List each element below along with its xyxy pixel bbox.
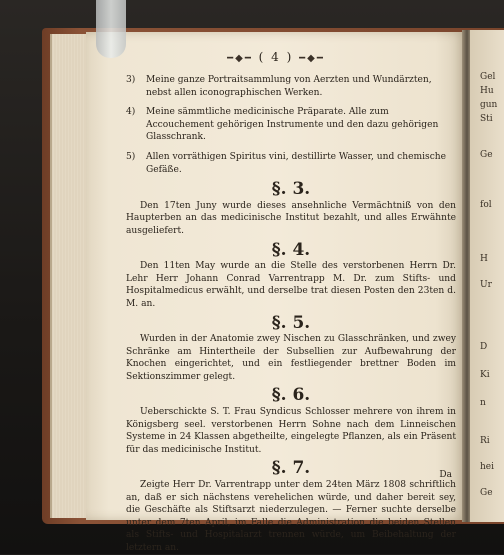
section-heading: §. 3.: [271, 179, 311, 200]
section-text: Ueberschickte S. T. Frau Syndicus Schlosser mehrere von ihrem in Königsberg seel. verstorbenen Herrn Sohne nach dem Linneischen Systeme in 24 Klassen abgetheilte, eingelegte Pflanzen, als ein Präsent für das medicinische Institut.: [126, 407, 456, 455]
list-item: 5) Allen vorräthigen Spiritus vini, destillirte Wasser, und chemische Gefäße.: [126, 151, 447, 175]
list-item: 3) Meine ganze Portraitsammlung von Aerzten und Wundärzten, nebst allen iconographischen Werken.: [126, 75, 432, 98]
section-heading: §. 4.: [271, 239, 311, 260]
section-heading: §. 5.: [271, 312, 311, 333]
section-text: Wurden in der Anatomie zwey Nischen zu Glasschränken, und zwey Schränke am Hintertheile der Subsellien zur Aufbewahrung der Knochen eingerichtet, und ein festliegender brettner Boden im Sektionszimmer gelegt.: [126, 334, 456, 382]
catchword: Da: [439, 470, 452, 480]
page-number: ( 4 ): [258, 50, 294, 64]
section-text: Den 11ten May wurde an die Stelle des verstorbenen Herrn Dr. Lehr Herr Johann Conrad Varrentrapp M. Dr. zum Stifts- und Hospitalmedicus erwählt, und derselbe trat diesen Posten den 23ten d. M. an.: [126, 261, 456, 309]
section-text: Zeigte Herr Dr. Varrentrapp unter dem 24ten März 1808 schriftlich an, daß er sich nächstens verehelichen würde, und daher bereit sey, die Geschäfte als Stiftsarzt niederzulegen. — Ferner suchte derselbe unter dem 7ten April, im Falle die Administration die beiden Stellen als Stifts- und Hospitalarzt trennen würde, um Beibehaltung der letztern an.: [126, 480, 456, 553]
list-item: 4) Meine sämmtliche medicinische Präparate. Alle zum Accouchement gehörigen Instrumente und den dazu gehörigen Glasschrank.: [126, 107, 439, 143]
bookmark-ribbon: [96, 0, 126, 58]
facing-page: Gel Hu gun Sti Ge fol H Ur D Ki n Ri hei Ge: [470, 30, 504, 522]
ornament-right-icon: ━◆━: [299, 53, 325, 64]
page-header: [86, 50, 466, 64]
page-body: [126, 74, 456, 555]
ornament-left-icon: ━◆━: [227, 53, 253, 64]
section-text: Den 17ten Juny wurde dieses ansehnliche Vermächtniß von den Haupterben an das medicinische Institut bezahlt, und alles Erwähnte ausgeliefert.: [126, 200, 456, 236]
section-heading: §. 7.: [271, 458, 311, 479]
section-heading: §. 6.: [271, 385, 311, 406]
book-page: [86, 32, 466, 553]
